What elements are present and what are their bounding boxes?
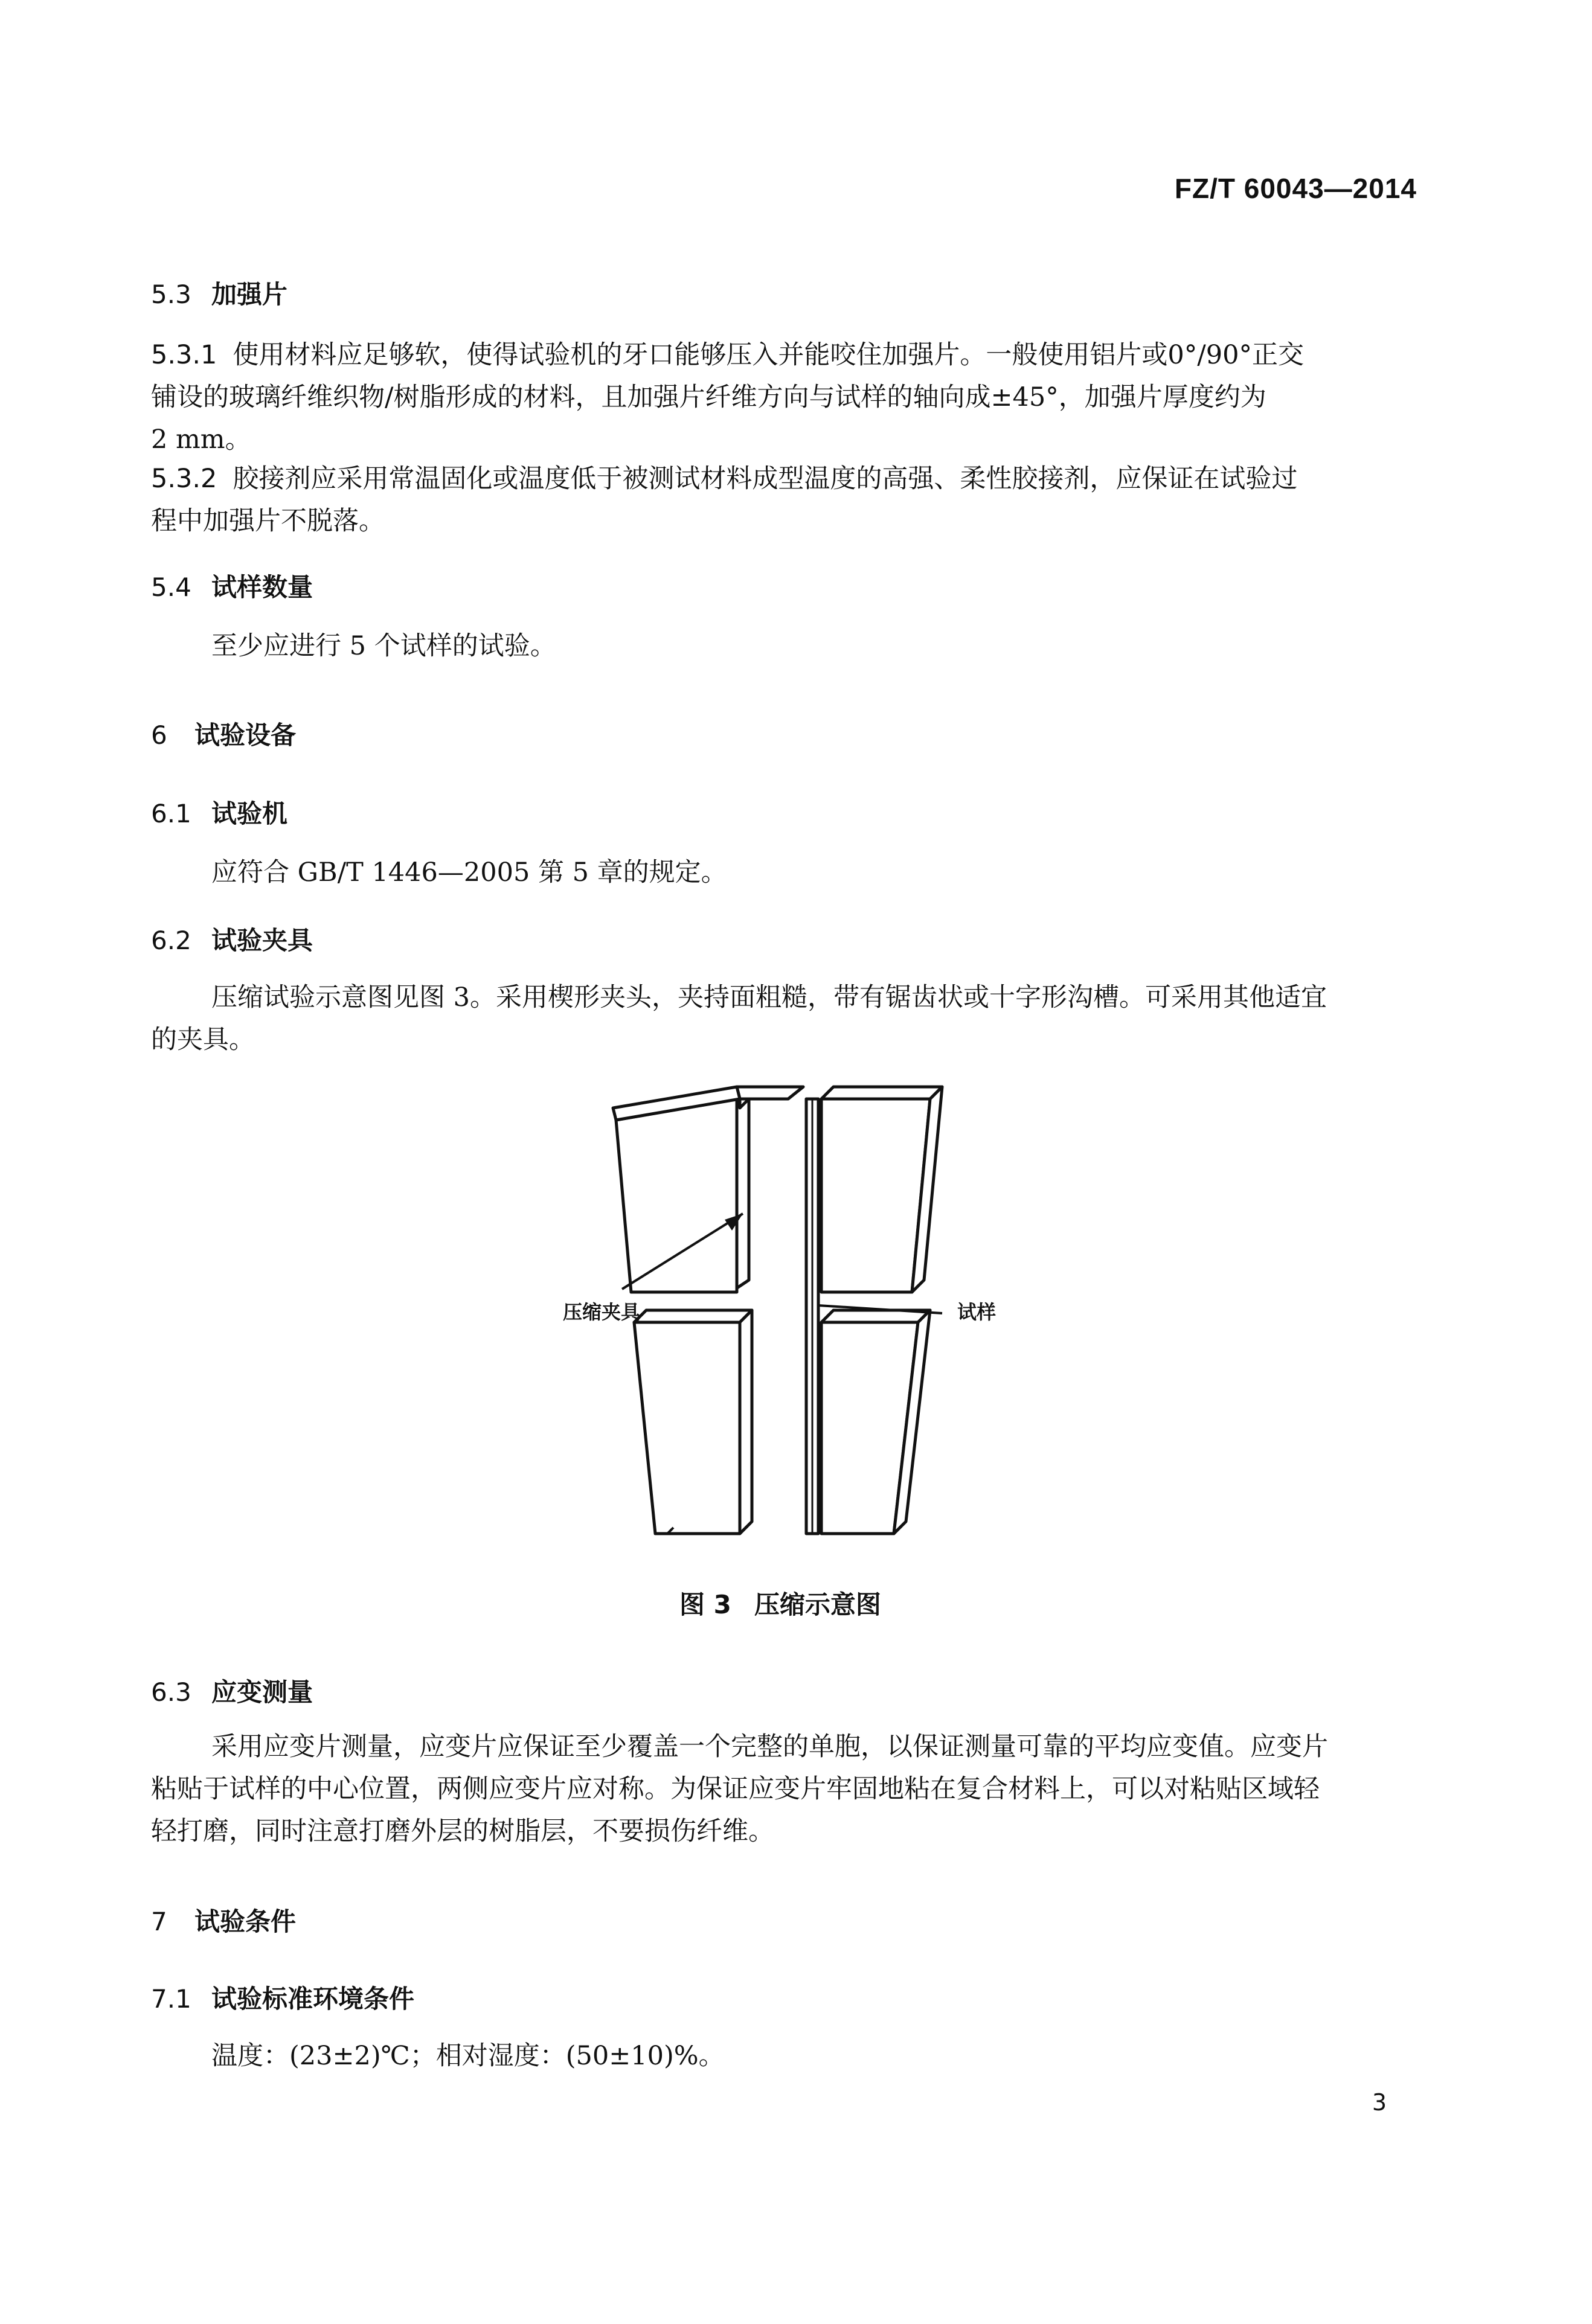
paragraph-6-3-rest bbox=[151, 1768, 1425, 1852]
upper-left-wedge bbox=[613, 1087, 803, 1292]
paragraph-6-2-line: 压缩试验示意图见图 3。采用楔形夹头，夹持面粗糙，带有锯齿状或十字形沟槽。可采用其他适宜 bbox=[211, 982, 1327, 1013]
section-number: 6.1 bbox=[151, 799, 191, 828]
section-7-1-heading bbox=[151, 1979, 414, 2015]
paragraph-line: 铺设的玻璃纤维织物/树脂形成的材料，且加强片纤维方向与试样的轴向成±45°，加强片厚度约为 bbox=[151, 382, 1266, 412]
paragraph-5-3-1 bbox=[151, 334, 1425, 461]
figure-number: 图 3 bbox=[679, 1590, 731, 1619]
page-number: 3 bbox=[1372, 2089, 1387, 2116]
specimen-strip bbox=[806, 1099, 818, 1534]
figure-label-specimen: 试样 bbox=[957, 1301, 997, 1324]
section-number: 6.2 bbox=[151, 926, 191, 955]
section-7-heading bbox=[151, 1902, 296, 1938]
section-title: 试验夹具 bbox=[211, 926, 313, 955]
paragraph-line: 程中加强片不脱落。 bbox=[151, 506, 385, 536]
section-number: 5.4 bbox=[151, 572, 191, 602]
paragraph-line: 粘贴于试样的中心位置，两侧应变片应对称。为保证应变片牢固地粘在复合材料上，可以对粘贴区域轻 bbox=[151, 1774, 1320, 1804]
section-number: 6.3 bbox=[151, 1677, 191, 1707]
lower-right-wedge bbox=[821, 1310, 930, 1534]
paragraph-6-1: 应符合 GB/T 1446—2005 第 5 章的规定。 bbox=[211, 857, 727, 888]
section-title: 试验机 bbox=[211, 799, 288, 828]
section-6-2-heading bbox=[151, 921, 313, 957]
paragraph-5-4: 至少应进行 5 个试样的试验。 bbox=[211, 631, 556, 661]
section-5-4-heading bbox=[151, 568, 313, 604]
clause-number: 5.3.1 bbox=[151, 340, 217, 370]
section-title: 试验条件 bbox=[194, 1907, 297, 1936]
paragraph-line: 轻打磨，同时注意打磨外层的树脂层，不要损伤纤维。 bbox=[151, 1816, 774, 1846]
lower-left-wedge bbox=[634, 1310, 752, 1534]
paragraph-7-1: 温度：(23±2)℃；相对湿度：(50±10)%。 bbox=[211, 2041, 725, 2071]
section-number: 7 bbox=[151, 1907, 167, 1936]
section-title: 试样数量 bbox=[211, 572, 313, 602]
paragraph-line: 使用材料应足够软，使得试验机的牙口能够压入并能咬住加强片。一般使用铝片或0°/90°正交 bbox=[233, 340, 1304, 370]
section-6-1-heading bbox=[151, 794, 287, 830]
section-6-3-heading bbox=[151, 1673, 313, 1709]
document-code: FZ/T 60043—2014 bbox=[1174, 173, 1417, 204]
section-title: 应变测量 bbox=[211, 1677, 313, 1707]
paragraph-line: 2 mm。 bbox=[151, 424, 251, 455]
figure-label-clamp: 压缩夹具 bbox=[563, 1301, 641, 1324]
clause-number: 5.3.2 bbox=[151, 464, 217, 494]
section-title: 试验标准环境条件 bbox=[211, 1984, 415, 2014]
figure-caption bbox=[679, 1585, 881, 1621]
section-title: 试验设备 bbox=[194, 720, 297, 750]
section-number: 6 bbox=[151, 720, 167, 750]
paragraph-6-2-line: 的夹具。 bbox=[151, 1025, 255, 1055]
section-number: 5.3 bbox=[151, 280, 191, 309]
figure-title: 压缩示意图 bbox=[754, 1590, 881, 1619]
section-number: 7.1 bbox=[151, 1984, 191, 2014]
section-title: 加强片 bbox=[211, 280, 288, 309]
paragraph-5-3-2 bbox=[151, 458, 1425, 542]
section-6-heading bbox=[151, 715, 296, 752]
section-5-3-heading bbox=[151, 275, 287, 311]
paragraph-6-3-line: 采用应变片测量，应变片应保证至少覆盖一个完整的单胞，以保证测量可靠的平均应变值。应变片 bbox=[211, 1732, 1328, 1762]
upper-right-wedge bbox=[821, 1087, 942, 1292]
paragraph-line: 胶接剂应采用常温固化或温度低于被测试材料成型温度的高强、柔性胶接剂，应保证在试验过 bbox=[233, 464, 1298, 494]
